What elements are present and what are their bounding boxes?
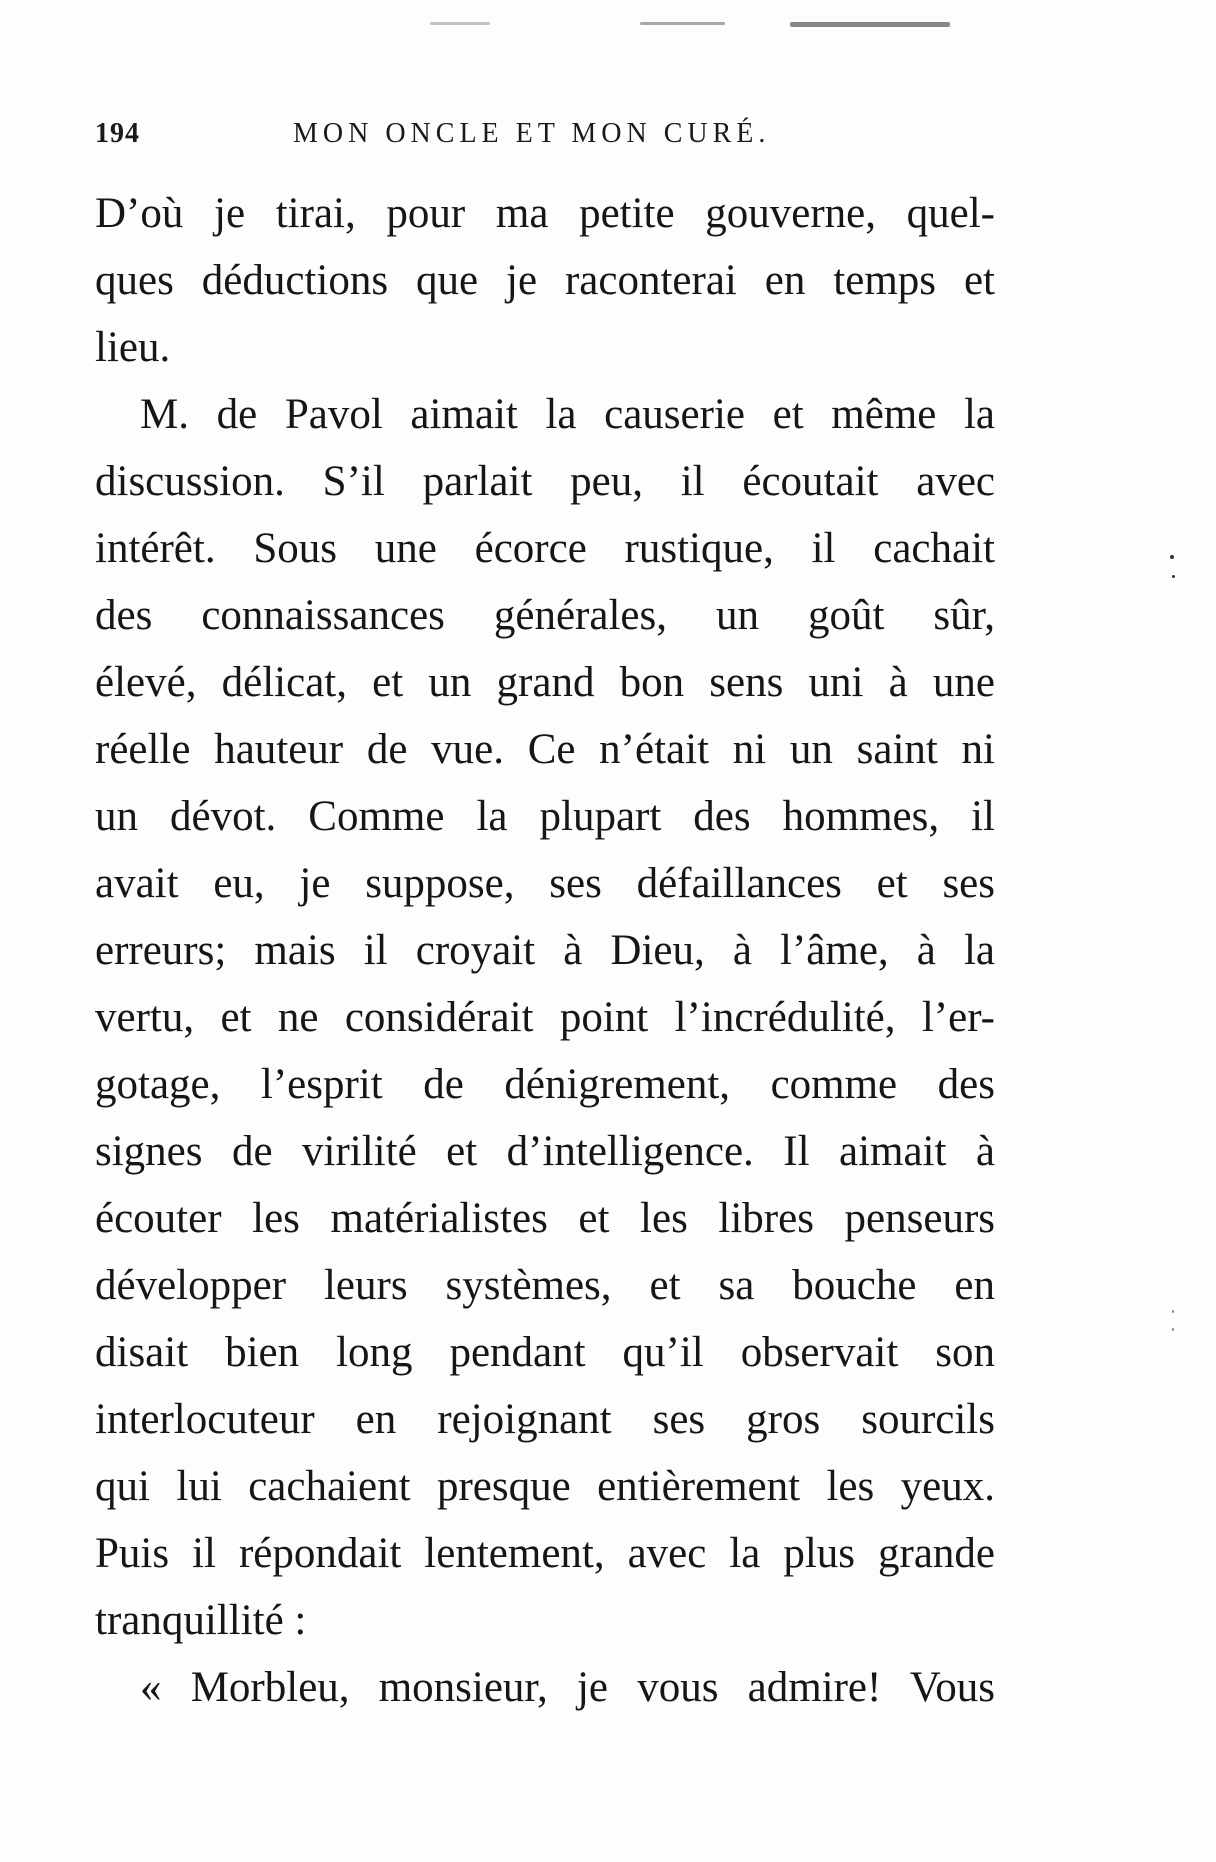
text-line: interlocuteur en rejoignant ses gros sourcils — [95, 1396, 995, 1443]
text-line: développer leurs systèmes, et sa bouche en — [95, 1262, 995, 1309]
text-line: « Morbleu, monsieur, je vous admire! Vous — [140, 1664, 995, 1711]
scan-speck — [1172, 1310, 1174, 1313]
paragraph — [95, 381, 995, 1654]
text-line: erreurs; mais il croyait à Dieu, à l’âme, à la — [95, 927, 995, 974]
text-line: intérêt. Sous une écorce rustique, il cachait — [95, 525, 995, 572]
text-line: disait bien long pendant qu’il observait son — [95, 1329, 995, 1376]
scan-speck — [1172, 1328, 1174, 1331]
paragraph — [95, 1654, 995, 1721]
text-line: Puis il répondait lentement, avec la plus grande — [95, 1530, 995, 1577]
text-line: qui lui cachaient presque entièrement les yeux. — [95, 1463, 995, 1510]
text-line: gotage, l’esprit de dénigrement, comme des — [95, 1061, 995, 1108]
running-head — [95, 118, 895, 158]
scan-mark — [430, 22, 490, 25]
scan-speck — [1170, 555, 1174, 559]
text-line: écouter les matérialistes et les libres penseurs — [95, 1195, 995, 1242]
scan-mark — [640, 22, 725, 25]
text-line: tranquillité : — [95, 1597, 307, 1644]
text-line: des connaissances générales, un goût sûr, — [95, 592, 995, 639]
body-text — [95, 180, 995, 1721]
text-line: D’où je tirai, pour ma petite gouverne, quel- — [95, 190, 995, 237]
scan-mark — [790, 22, 950, 27]
page-number: 194 — [95, 118, 140, 149]
text-line: M. de Pavol aimait la causerie et même la — [140, 391, 995, 438]
text-line: ques déductions que je raconterai en temps et — [95, 257, 995, 304]
text-line: vertu, et ne considérait point l’incrédulité, l’er- — [95, 994, 995, 1041]
text-line: réelle hauteur de vue. Ce n’était ni un saint ni — [95, 726, 995, 773]
running-title: MON ONCLE ET MON CURÉ. — [293, 118, 771, 149]
paragraph — [95, 180, 995, 381]
text-line: élevé, délicat, et un grand bon sens uni à une — [95, 659, 995, 706]
text-line: avait eu, je suppose, ses défaillances et ses — [95, 860, 995, 907]
text-line: lieu. — [95, 324, 171, 371]
text-line: un dévot. Comme la plupart des hommes, il — [95, 793, 995, 840]
text-line: discussion. S’il parlait peu, il écoutait avec — [95, 458, 995, 505]
scan-speck — [1172, 575, 1175, 578]
text-line: signes de virilité et d’intelligence. Il aimait à — [95, 1128, 995, 1175]
